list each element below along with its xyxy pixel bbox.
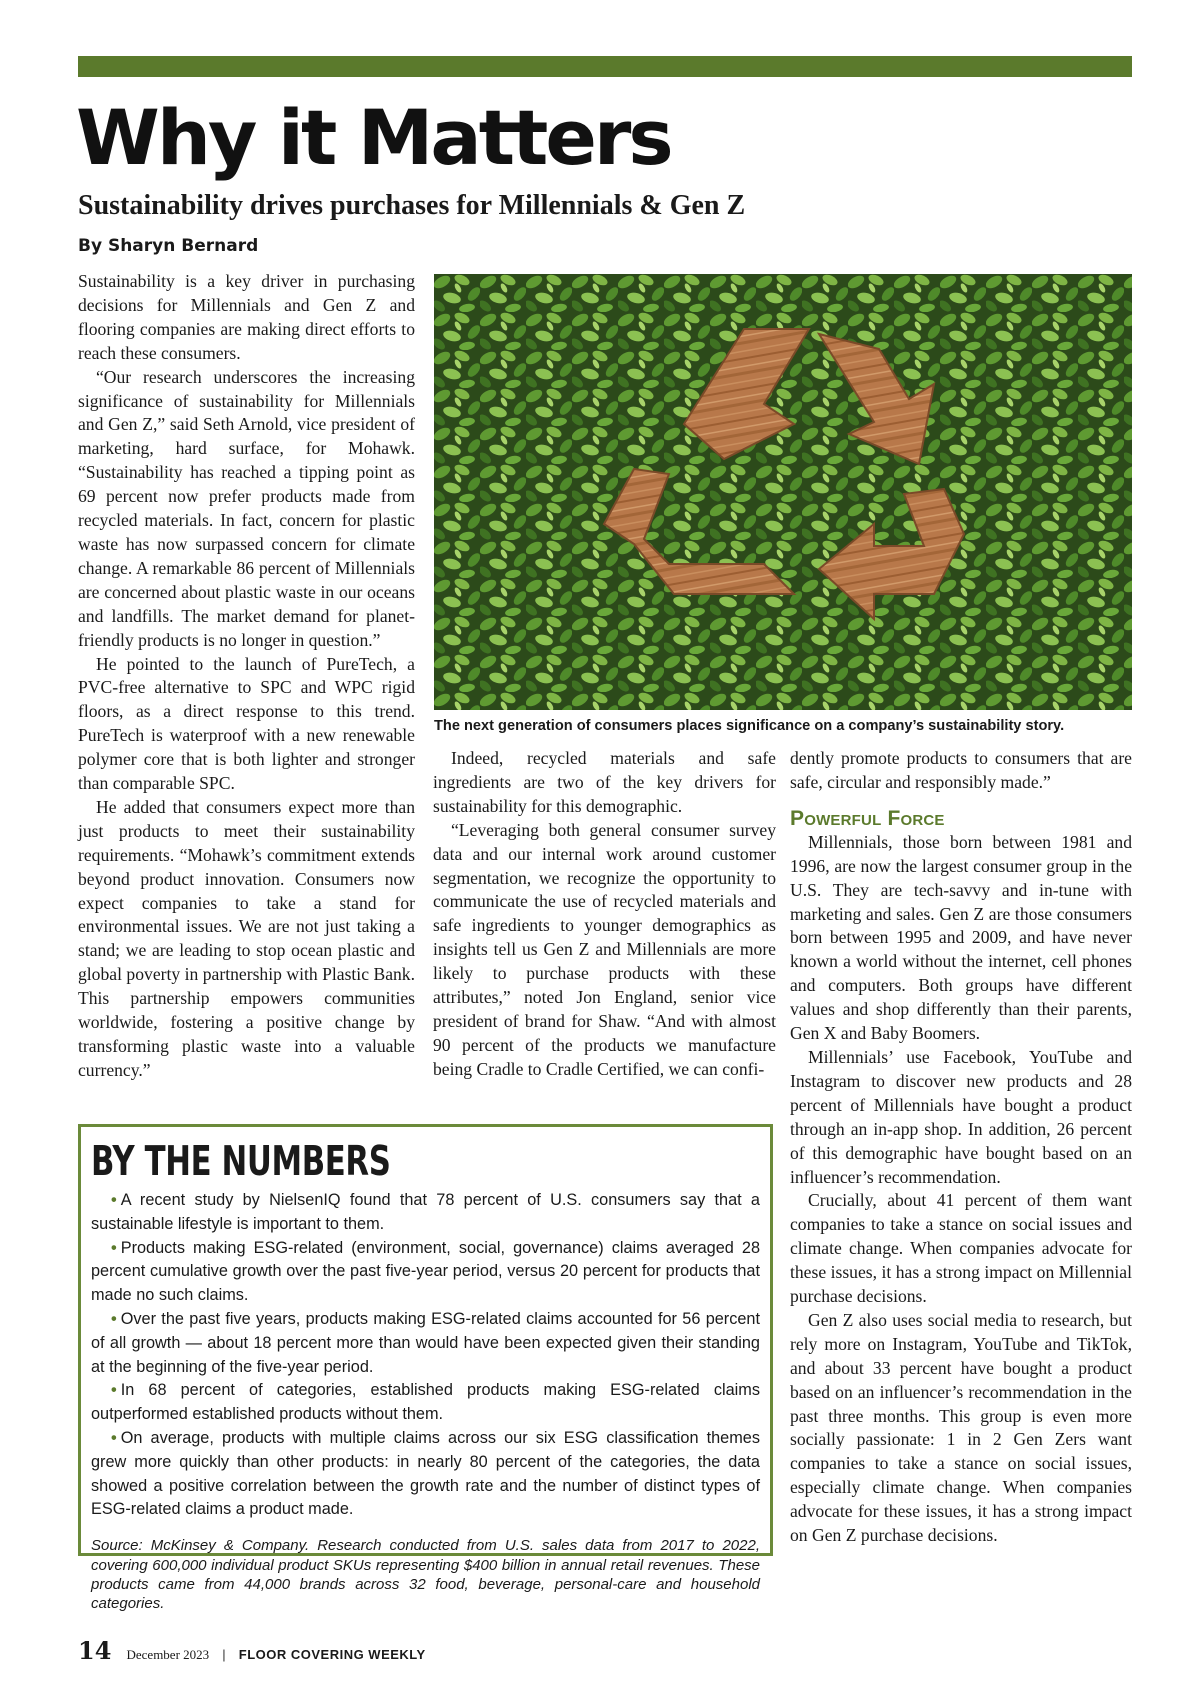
by-the-numbers-box: [78, 1124, 773, 1613]
paragraph-continuation: dently promote products to consumers that are safe, circular and responsibly made.”: [790, 748, 1132, 792]
article-column-1: [78, 270, 415, 1083]
paragraph: Crucially, about 41 percent of them want companies to take a stance on social issues and climate change. When companies advocate for these issues, it has a strong impact on Millennial purchase decisions.: [790, 1190, 1132, 1307]
paragraph: Gen Z also uses social media to research, but rely more on Instagram, YouTube and TikTok, and about 33 percent have bought a product based on an influencer’s recommendation in the past three months. This group is even more socially passionate: 1 in 2 Gen Zers want companies to take a stance on social issues, especially climate change. When companies advocate for these issues, it has a strong impact on Gen Z purchase decisions.: [790, 1309, 1132, 1546]
publication-name: FLOOR COVERING WEEKLY: [238, 1647, 426, 1662]
byline: By Sharyn Bernard: [78, 236, 259, 256]
paragraph: He added that consumers expect more than just products to meet their sustainability requirements. “Mohawk’s commitment extends beyond product innovation. Consumers now expect companies to take a stand for environmental issues. We are not just taking a stand; we are leading to stop ocean plastic and global poverty in partnership with Plastic Bank. This partnership empowers communities worldwide, fostering a positive change by transforming plastic waste into a valuable currency.”: [78, 796, 415, 1080]
section-heading: Powerful Force: [790, 806, 945, 830]
paragraph: Indeed, recycled materials and safe ingredients are two of the key drivers for sustainability for this demographic.: [433, 748, 776, 816]
recycle-symbol-photo: [434, 274, 1132, 710]
numbers-list-item: [91, 1308, 760, 1379]
paragraph: Millennials’ use Facebook, YouTube and Instagram to discover new products and 28 percent of Millennials have bought a product through an in-app shop. In addition, 26 percent of this demographic have bought based on an influencer’s recommendation.: [790, 1046, 1132, 1187]
bullet-icon: •: [111, 1309, 117, 1328]
paragraph: Millennials, those born between 1981 and 1996, are now the largest consumer group in the U.S. They are tech-savvy and in-tune with marketing and sales. Gen Z are those consumers born between 1995 and 2009, and have never known a world without the internet, cell phones and computers. Both groups have different values and shop differently than their parents, Gen X and Baby Boomers.: [790, 831, 1132, 1044]
numbers-item-text: In 68 percent of categories, established products making ESG-related claims outperformed established products without them.: [91, 1381, 760, 1424]
footer-separator: |: [222, 1647, 226, 1662]
bullet-icon: •: [111, 1428, 117, 1447]
paragraph: “Our research underscores the increasing significance of sustainability for Millennials and Gen Z,” said Seth Arnold, vice president of marketing, hard surface, for Mohawk. “Sustainability has reached a tipping point as 69 percent now prefer products made from recycled materials. In fact, concern for plastic waste has now surpassed concern for climate change. A remarkable 86 percent of Millennials are concerned about plastic waste in our oceans and landfills. The market demand for planet-friendly products is no longer in question.”: [78, 366, 415, 650]
numbers-list-item: [91, 1427, 760, 1522]
recycle-leaves-image: [434, 274, 1132, 710]
paragraph: “Leveraging both general consumer survey data and our internal work around customer segmentation, we recognize the opportunity to communicate the use of recycled materials and safe ingredients to younger demographics as insights tell us Gen Z and Millennials are more likely to purchase products with these attributes,” noted Jon England, senior vice president of brand for Shaw. “And with almost 90 percent of the products we manufacture being Cradle to Cradle Certified, we can confi-: [433, 819, 776, 1079]
numbers-item-text: Over the past five years, products making ESG-related claims accounted for 56 percent of all growth — about 18 percent more than would have been expected given their standing at the beginning of the five-year period.: [91, 1309, 760, 1376]
numbers-list: [91, 1189, 760, 1522]
paragraph: He pointed to the launch of PureTech, a PVC-free alternative to SPC and WPC rigid floors, as a direct response to this trend. PureTech is waterproof with a new renewable polymer core that is both lighter and stronger than comparable SPC.: [78, 653, 415, 794]
page-footer: [78, 1636, 426, 1665]
bullet-icon: •: [111, 1191, 117, 1209]
numbers-list-item: [91, 1379, 760, 1427]
photo-caption: The next generation of consumers places significance on a company’s sustainability story.: [434, 718, 1065, 734]
page-number: 14: [78, 1636, 112, 1665]
article-subtitle: Sustainability drives purchases for Millennials & Gen Z: [78, 190, 746, 221]
header-accent-bar: [78, 56, 1132, 77]
numbers-item-text: Products making ESG-related (environment, social, governance) claims averaged 28 percent cumulative growth over the past five-year period, versus 20 percent for products that made no such claims.: [91, 1238, 760, 1305]
article-title: Why it Matters: [76, 93, 671, 182]
bullet-icon: •: [111, 1381, 117, 1400]
bullet-icon: •: [111, 1238, 117, 1257]
numbers-list-item: [91, 1189, 760, 1237]
source-note: Source: McKinsey & Company. Research conducted from U.S. sales data from 2017 to 2022, covering 600,000 individual product SKUs representing $400 billion in annual retail revenues. These products came from 44,000 brands across 32 food, beverage, personal-care and household categories.: [91, 1537, 760, 1613]
numbers-item-text: On average, products with multiple claims across our six ESG classification themes grew more quickly than other products: in nearly 80 percent of the categories, the data showed a positive correlation between the growth rate and the number of distinct types of ESG-related claims a product made.: [91, 1428, 760, 1519]
numbers-item-text: A recent study by NielsenIQ found that 78 percent of U.S. consumers say that a sustainable lifestyle is important to them.: [91, 1191, 760, 1233]
article-column-3: [790, 747, 1132, 1548]
by-the-numbers-title: BY THE NUMBERS: [91, 1137, 391, 1185]
numbers-list-item: [91, 1237, 760, 1308]
article-column-2: [433, 747, 776, 1082]
issue-date: December 2023: [126, 1647, 210, 1662]
paragraph: Sustainability is a key driver in purchasing decisions for Millennials and Gen Z and flooring companies are making direct efforts to reach these consumers.: [78, 271, 415, 363]
